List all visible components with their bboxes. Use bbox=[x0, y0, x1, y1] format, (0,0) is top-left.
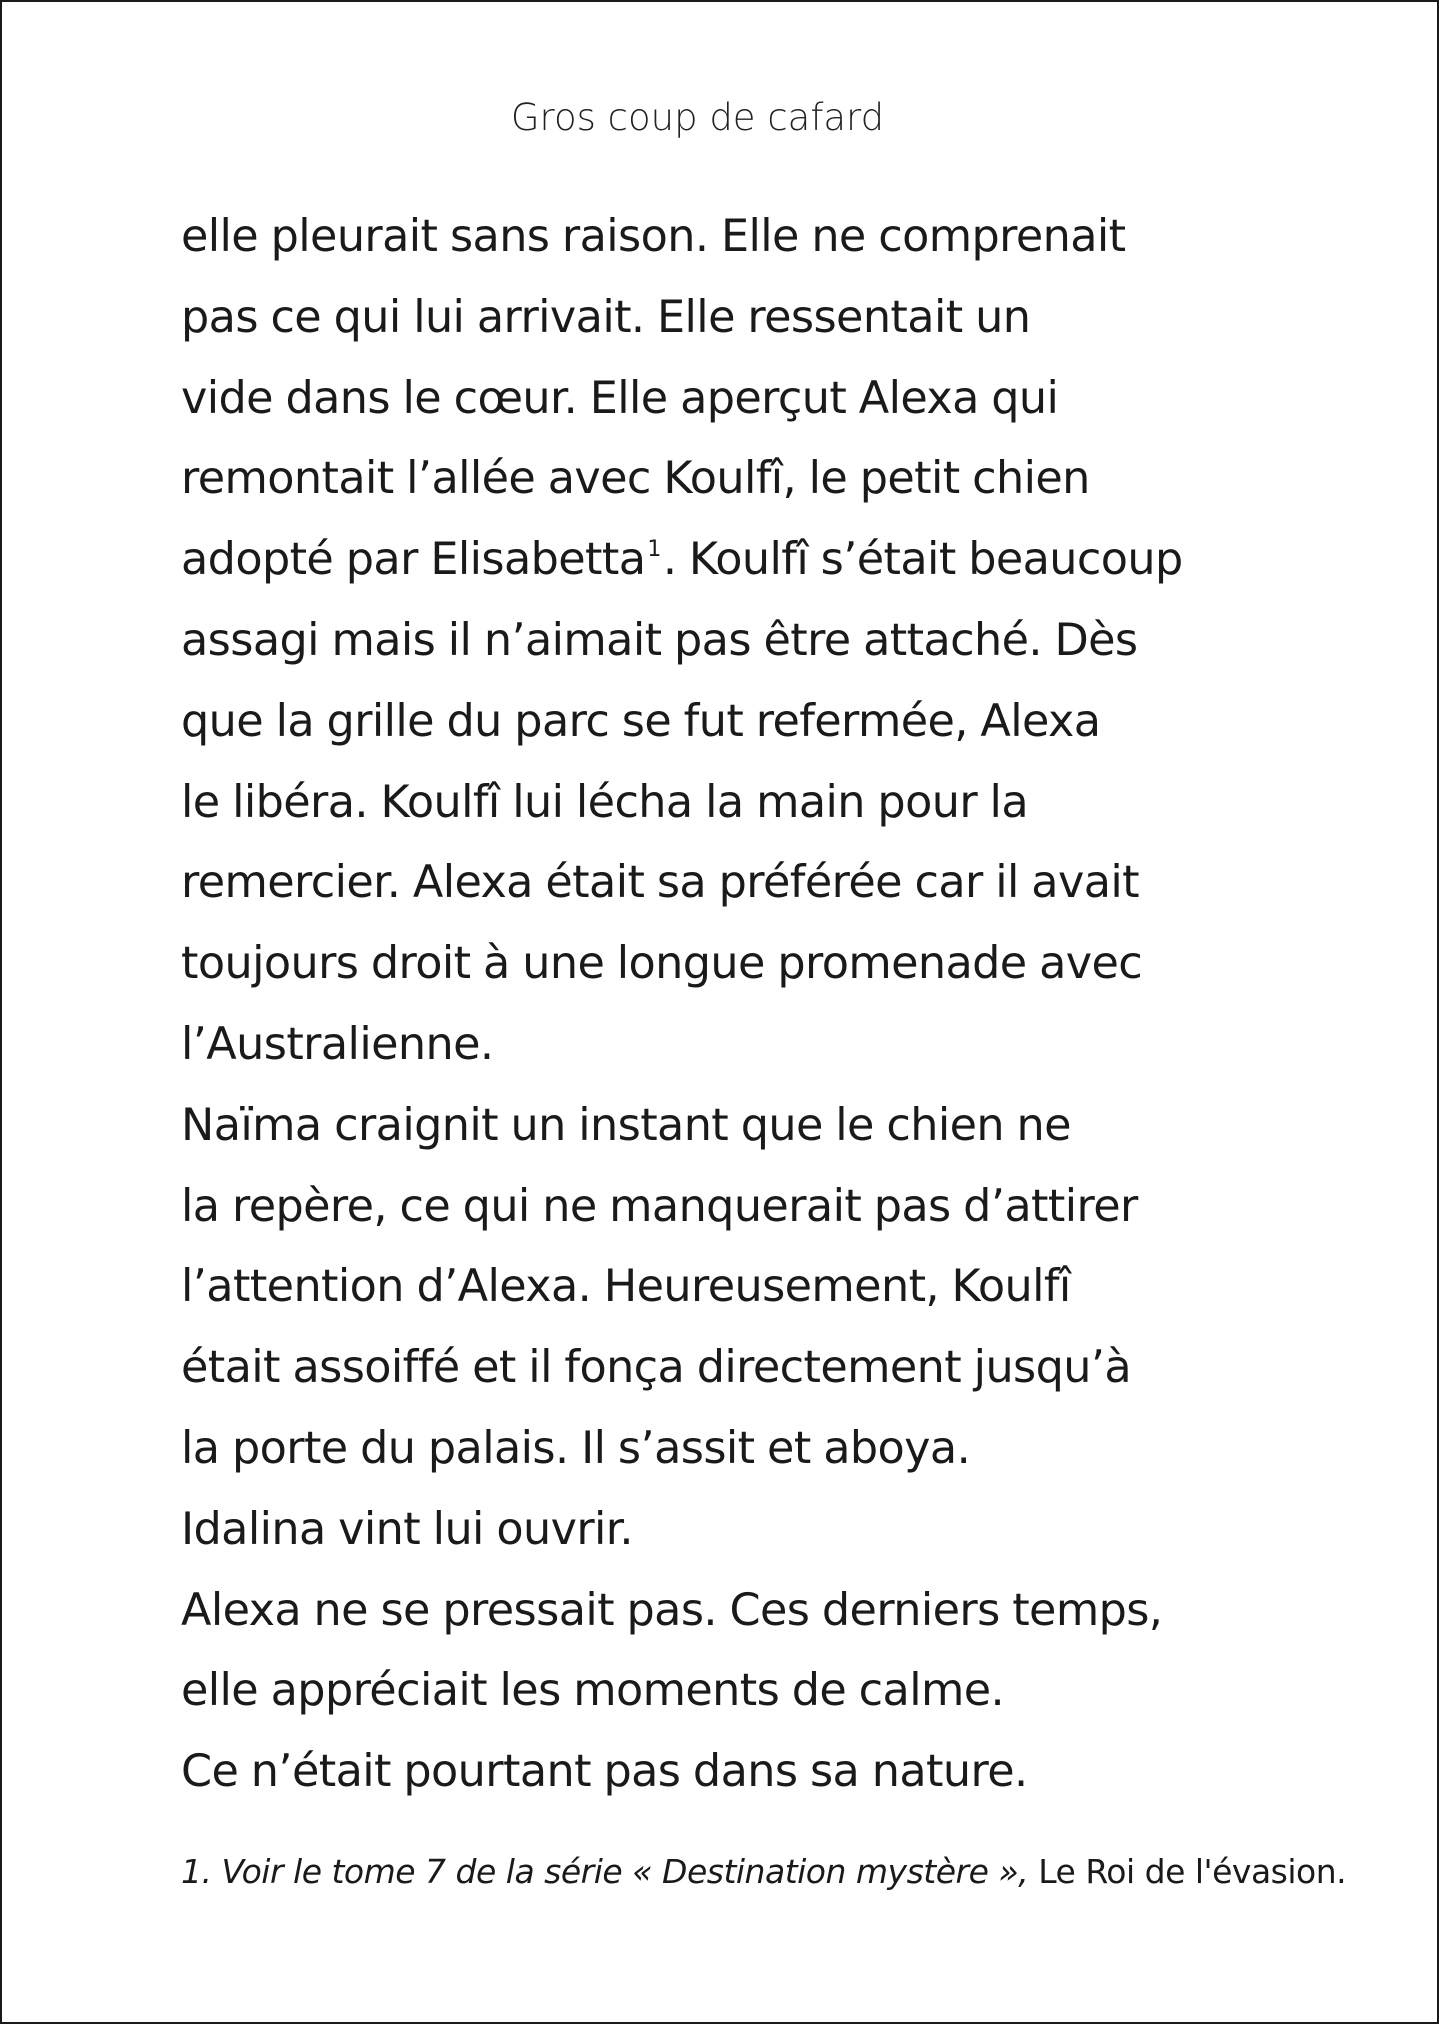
text-line: l’Australienne. bbox=[181, 1018, 494, 1070]
text-line: vide dans le cœur. Elle aperçut Alexa qui bbox=[181, 372, 1059, 424]
text-line: l’attention d’Alexa. Heureusement, Koulfî bbox=[181, 1261, 1071, 1313]
running-head: Gros coup de cafard bbox=[510, 96, 885, 139]
text-line: le libéra. Koulfî lui lécha la main pour la bbox=[181, 776, 1028, 828]
text-line: que la grille du parc se fut refermée, Alexa bbox=[181, 695, 1101, 747]
text-segment: adopté par Elisabetta bbox=[181, 534, 646, 586]
text-line: Ce n’était pourtant pas dans sa nature. bbox=[181, 1746, 1028, 1798]
footnote-reference[interactable]: 1 bbox=[647, 537, 661, 563]
text-line: elle pleurait sans raison. Elle ne comprenait bbox=[181, 211, 1126, 262]
text-line: Naïma craignit un instant que le chien ne bbox=[181, 1099, 1071, 1151]
text-line: la repère, ce qui ne manquerait pas d’attirer bbox=[181, 1180, 1138, 1232]
text-line: remontait l’allée avec Koulfî, le petit chien bbox=[181, 453, 1090, 505]
text-line: toujours droit à une longue promenade avec bbox=[181, 938, 1143, 990]
text-line: assagi mais il n’aimait pas être attaché. Dès bbox=[181, 614, 1138, 666]
text-line: la porte du palais. Il s’assit et aboya. bbox=[181, 1422, 971, 1474]
text-line-with-footnote-ref bbox=[181, 525, 1301, 606]
text-line: était assoiffé et il fonça directement jusqu’à bbox=[181, 1342, 1132, 1394]
text-line: elle appréciait les moments de calme. bbox=[181, 1665, 1005, 1717]
footnote bbox=[181, 1847, 1381, 1897]
footnote-italic-text: 1. Voir le tome 7 de la série « Destination mystère », bbox=[181, 1852, 1029, 1891]
text-line: Alexa ne se pressait pas. Ces derniers temps, bbox=[181, 1584, 1163, 1636]
text-segment: . Koulfî s’était beaucoup bbox=[662, 534, 1183, 586]
text-line: Idalina vint lui ouvrir. bbox=[181, 1503, 633, 1555]
text-line: pas ce qui lui arrivait. Elle ressentait un bbox=[181, 291, 1031, 343]
body-text bbox=[181, 202, 1301, 1818]
footnote-book-title: Le Roi de l'évasion. bbox=[1038, 1852, 1347, 1891]
text-line: remercier. Alexa était sa préférée car il avait bbox=[181, 857, 1139, 909]
